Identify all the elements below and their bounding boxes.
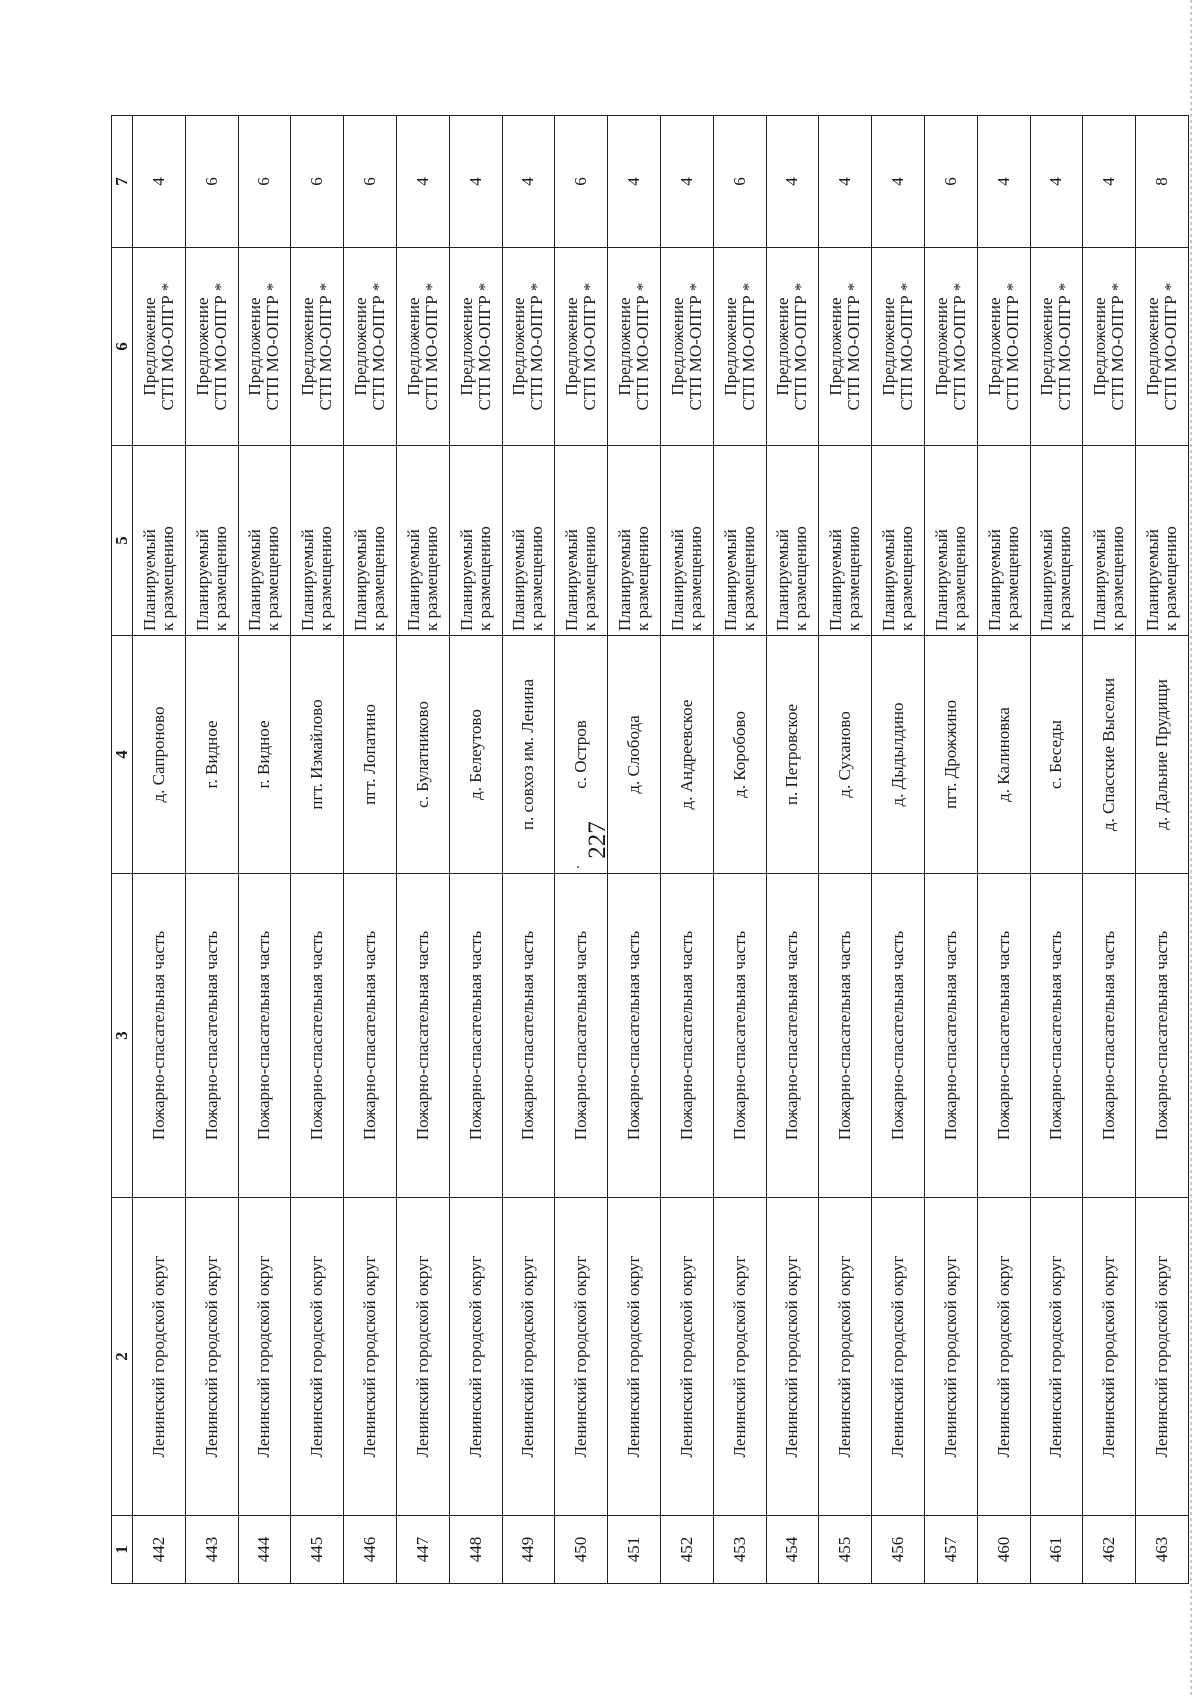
- district-cell: Ленинский городской округ: [977, 1198, 1030, 1516]
- row-number-cell: 445: [291, 1516, 344, 1584]
- count-cell: 4: [608, 116, 661, 248]
- district-cell: Ленинский городской округ: [1083, 1198, 1136, 1516]
- table-row: [449, 116, 502, 1584]
- table-row: [819, 116, 872, 1584]
- source-cell: [766, 248, 819, 446]
- table-row: [608, 116, 661, 1584]
- source-line: СТП МО-ОПГР *: [157, 282, 177, 411]
- facility-type-cell: Пожарно-спасательная часть: [1136, 874, 1189, 1198]
- source-line: Предложение: [403, 297, 423, 396]
- count-cell: 6: [185, 116, 238, 248]
- count-cell: 6: [555, 116, 608, 248]
- status-line: Планируемый: [826, 529, 846, 631]
- source-cell: [449, 248, 502, 446]
- source-line: СТП МО-ОПГР *: [421, 282, 441, 411]
- status-cell: [185, 446, 238, 636]
- count-cell: 4: [872, 116, 925, 248]
- status-line: Планируемый: [139, 529, 159, 631]
- status-cell: [608, 446, 661, 636]
- status-line: к размещению: [949, 526, 969, 631]
- status-line: к размещению: [474, 526, 494, 631]
- status-cell: [449, 446, 502, 636]
- status-line: к размещению: [844, 526, 864, 631]
- source-line: СТП МО-ОПГР *: [685, 282, 705, 411]
- table-body: [133, 116, 1189, 1584]
- status-line: Планируемый: [984, 529, 1004, 631]
- facility-type-cell: Пожарно-спасательная часть: [1030, 874, 1083, 1198]
- facility-type-cell: Пожарно-спасательная часть: [449, 874, 502, 1198]
- count-cell: 4: [766, 116, 819, 248]
- table-row: [555, 116, 608, 1584]
- source-line: Предложение: [931, 297, 951, 396]
- status-line: Планируемый: [245, 529, 265, 631]
- status-cell: [133, 446, 186, 636]
- locality-cell: д. Белеутово: [449, 636, 502, 874]
- status-line: к размещению: [1002, 526, 1022, 631]
- status-line: к размещению: [157, 526, 177, 631]
- source-line: Предложение: [773, 297, 793, 396]
- count-cell: 6: [713, 116, 766, 248]
- count-cell: 4: [977, 116, 1030, 248]
- column-header: 5: [112, 446, 133, 636]
- district-cell: Ленинский городской округ: [924, 1198, 977, 1516]
- count-cell: 4: [133, 116, 186, 248]
- status-line: Планируемый: [1037, 529, 1057, 631]
- source-cell: [1136, 248, 1189, 446]
- source-cell: [396, 248, 449, 446]
- district-cell: Ленинский городской округ: [1030, 1198, 1083, 1516]
- table-rotator: [111, 116, 1189, 1584]
- status-cell: [1030, 446, 1083, 636]
- count-cell: 6: [344, 116, 397, 248]
- source-cell: [660, 248, 713, 446]
- row-number-cell: 443: [185, 1516, 238, 1584]
- source-line: СТП МО-ОПГР *: [633, 282, 653, 411]
- source-cell: [133, 248, 186, 446]
- facility-type-cell: Пожарно-спасательная часть: [660, 874, 713, 1198]
- status-line: Планируемый: [192, 529, 212, 631]
- table-row: [291, 116, 344, 1584]
- district-cell: Ленинский городской округ: [819, 1198, 872, 1516]
- status-line: Планируемый: [351, 529, 371, 631]
- table-row: [396, 116, 449, 1584]
- count-cell: 6: [238, 116, 291, 248]
- source-cell: [608, 248, 661, 446]
- status-cell: [660, 446, 713, 636]
- source-line: СТП МО-ОПГР *: [474, 282, 494, 411]
- facility-type-cell: Пожарно-спасательная часть: [344, 874, 397, 1198]
- column-header: 6: [112, 248, 133, 446]
- locality-cell: с. Остров: [555, 636, 608, 874]
- facility-type-cell: Пожарно-спасательная часть: [819, 874, 872, 1198]
- source-cell: [502, 248, 555, 446]
- status-line: к размещению: [263, 526, 283, 631]
- source-line: СТП МО-ОПГР *: [738, 282, 758, 411]
- status-cell: [819, 446, 872, 636]
- row-number-cell: 449: [502, 1516, 555, 1584]
- source-line: Предложение: [1037, 297, 1057, 396]
- column-header: 4: [112, 636, 133, 874]
- status-line: Планируемый: [667, 529, 687, 631]
- status-line: к размещению: [580, 526, 600, 631]
- page-number: 227: [584, 821, 611, 859]
- source-line: Предложение: [562, 297, 582, 396]
- status-line: к размещению: [210, 526, 230, 631]
- locality-cell: пгт. Лопатино: [344, 636, 397, 874]
- source-line: СТП МО-ОПГР *: [263, 282, 283, 411]
- row-number-cell: 451: [608, 1516, 661, 1584]
- status-line: к размещению: [791, 526, 811, 631]
- source-cell: [555, 248, 608, 446]
- locality-cell: д. Калиновка: [977, 636, 1030, 874]
- facility-type-cell: Пожарно-спасательная часть: [1083, 874, 1136, 1198]
- locality-cell: д. Спасские Выселки: [1083, 636, 1136, 874]
- source-line: СТП МО-ОПГР *: [949, 282, 969, 411]
- facility-type-cell: Пожарно-спасательная часть: [766, 874, 819, 1198]
- source-line: СТП МО-ОПГР *: [897, 282, 917, 411]
- column-header: 1: [112, 1516, 133, 1584]
- district-cell: Ленинский городской округ: [238, 1198, 291, 1516]
- source-line: Предложение: [984, 297, 1004, 396]
- table-row: [660, 116, 713, 1584]
- status-line: к размещению: [738, 526, 758, 631]
- row-number-cell: 461: [1030, 1516, 1083, 1584]
- source-cell: [872, 248, 925, 446]
- column-header: 2: [112, 1198, 133, 1516]
- status-cell: [396, 446, 449, 636]
- status-line: Планируемый: [1143, 529, 1163, 631]
- status-line: к размещению: [421, 526, 441, 631]
- source-cell: [1030, 248, 1083, 446]
- status-line: Планируемый: [298, 529, 318, 631]
- row-number-cell: 444: [238, 1516, 291, 1584]
- row-number-cell: 457: [924, 1516, 977, 1584]
- source-line: Предложение: [298, 297, 318, 396]
- table-row: [872, 116, 925, 1584]
- source-line: СТП МО-ОПГР *: [316, 282, 336, 411]
- status-cell: [924, 446, 977, 636]
- facility-type-cell: Пожарно-спасательная часть: [238, 874, 291, 1198]
- row-number-cell: 450: [555, 1516, 608, 1584]
- facility-type-cell: Пожарно-спасательная часть: [608, 874, 661, 1198]
- district-cell: Ленинский городской округ: [766, 1198, 819, 1516]
- status-line: Планируемый: [931, 529, 951, 631]
- count-cell: 4: [396, 116, 449, 248]
- source-line: СТП МО-ОПГР *: [1055, 282, 1075, 411]
- source-line: СТП МО-ОПГР *: [369, 282, 389, 411]
- status-cell: [344, 446, 397, 636]
- source-line: Предложение: [1090, 297, 1110, 396]
- district-cell: Ленинский городской округ: [555, 1198, 608, 1516]
- source-cell: [185, 248, 238, 446]
- count-cell: 6: [924, 116, 977, 248]
- source-line: Предложение: [456, 297, 476, 396]
- table-row: [185, 116, 238, 1584]
- source-line: Предложение: [879, 297, 899, 396]
- status-cell: [977, 446, 1030, 636]
- facility-type-cell: Пожарно-спасательная часть: [396, 874, 449, 1198]
- table-row: [238, 116, 291, 1584]
- table-row: [1030, 116, 1083, 1584]
- facility-type-cell: Пожарно-спасательная часть: [713, 874, 766, 1198]
- locality-cell: г. Видное: [185, 636, 238, 874]
- source-line: Предложение: [615, 297, 635, 396]
- table-row: [344, 116, 397, 1584]
- district-cell: Ленинский городской округ: [449, 1198, 502, 1516]
- source-cell: [713, 248, 766, 446]
- status-cell: [1083, 446, 1136, 636]
- facility-type-cell: Пожарно-спасательная часть: [555, 874, 608, 1198]
- district-cell: Ленинский городской округ: [344, 1198, 397, 1516]
- count-cell: 8: [1136, 116, 1189, 248]
- source-line: Предложение: [667, 297, 687, 396]
- table-row: [924, 116, 977, 1584]
- table-row: [766, 116, 819, 1584]
- row-number-cell: 463: [1136, 1516, 1189, 1584]
- table-row: [133, 116, 186, 1584]
- locality-cell: д. Дыдылдино: [872, 636, 925, 874]
- locality-cell: п. Петровское: [766, 636, 819, 874]
- locality-cell: пгт. Дрожжино: [924, 636, 977, 874]
- row-number-cell: 454: [766, 1516, 819, 1584]
- facility-type-cell: Пожарно-спасательная часть: [291, 874, 344, 1198]
- status-line: к размещению: [1055, 526, 1075, 631]
- row-number-cell: 460: [977, 1516, 1030, 1584]
- status-line: Планируемый: [879, 529, 899, 631]
- source-cell: [1083, 248, 1136, 446]
- source-line: Предложение: [1143, 297, 1163, 396]
- locality-cell: г. Видное: [238, 636, 291, 874]
- facility-type-cell: Пожарно-спасательная часть: [872, 874, 925, 1198]
- facility-type-cell: Пожарно-спасательная часть: [502, 874, 555, 1198]
- status-line: к размещению: [1108, 526, 1128, 631]
- locality-cell: д. Слобода: [608, 636, 661, 874]
- status-cell: [502, 446, 555, 636]
- row-number-cell: 453: [713, 1516, 766, 1584]
- status-line: к размещению: [897, 526, 917, 631]
- status-cell: [291, 446, 344, 636]
- source-cell: [924, 248, 977, 446]
- source-line: Предложение: [509, 297, 529, 396]
- locality-cell: д. Суханово: [819, 636, 872, 874]
- status-line: к размещению: [1161, 526, 1181, 631]
- count-cell: 4: [660, 116, 713, 248]
- source-line: Предложение: [720, 297, 740, 396]
- table-row: [977, 116, 1030, 1584]
- table-row: [1136, 116, 1189, 1584]
- count-cell: 4: [819, 116, 872, 248]
- source-line: СТП МО-ОПГР *: [1108, 282, 1128, 411]
- table-row: [713, 116, 766, 1584]
- district-cell: Ленинский городской округ: [502, 1198, 555, 1516]
- source-line: Предложение: [826, 297, 846, 396]
- table-row: [502, 116, 555, 1584]
- scan-edge: [1190, 0, 1192, 1697]
- facilities-table: [111, 115, 1189, 1584]
- status-cell: [555, 446, 608, 636]
- district-cell: Ленинский городской округ: [608, 1198, 661, 1516]
- district-cell: Ленинский городской округ: [185, 1198, 238, 1516]
- facility-type-cell: Пожарно-спасательная часть: [924, 874, 977, 1198]
- row-number-cell: 447: [396, 1516, 449, 1584]
- district-cell: Ленинский городской округ: [1136, 1198, 1189, 1516]
- status-cell: [1136, 446, 1189, 636]
- source-cell: [977, 248, 1030, 446]
- status-line: к размещению: [527, 526, 547, 631]
- status-line: Планируемый: [562, 529, 582, 631]
- source-cell: [291, 248, 344, 446]
- facility-type-cell: Пожарно-спасательная часть: [133, 874, 186, 1198]
- facility-type-cell: Пожарно-спасательная часть: [185, 874, 238, 1198]
- locality-cell: п. совхоз им. Ленина: [502, 636, 555, 874]
- source-line: Предложение: [351, 297, 371, 396]
- source-line: Предложение: [139, 297, 159, 396]
- status-cell: [766, 446, 819, 636]
- source-line: Предложение: [245, 297, 265, 396]
- source-line: СТП МО-ОПГР *: [1161, 282, 1181, 411]
- status-line: Планируемый: [509, 529, 529, 631]
- source-line: СТП МО-ОПГР *: [580, 282, 600, 411]
- source-line: СТП МО-ОПГР *: [1002, 282, 1022, 411]
- district-cell: Ленинский городской округ: [660, 1198, 713, 1516]
- column-header: 3: [112, 874, 133, 1198]
- facility-type-cell: Пожарно-спасательная часть: [977, 874, 1030, 1198]
- status-line: к размещению: [369, 526, 389, 631]
- source-cell: [819, 248, 872, 446]
- table-header-row: [112, 116, 133, 1584]
- count-cell: 6: [291, 116, 344, 248]
- status-line: к размещению: [316, 526, 336, 631]
- status-cell: [713, 446, 766, 636]
- status-cell: [872, 446, 925, 636]
- row-number-cell: 446: [344, 1516, 397, 1584]
- column-header: 7: [112, 116, 133, 248]
- status-line: Планируемый: [456, 529, 476, 631]
- status-line: Планируемый: [773, 529, 793, 631]
- count-cell: 4: [449, 116, 502, 248]
- source-line: СТП МО-ОПГР *: [527, 282, 547, 411]
- status-line: к размещению: [685, 526, 705, 631]
- district-cell: Ленинский городской округ: [291, 1198, 344, 1516]
- status-line: Планируемый: [1090, 529, 1110, 631]
- source-line: Предложение: [192, 297, 212, 396]
- row-number-cell: 442: [133, 1516, 186, 1584]
- row-number-cell: 456: [872, 1516, 925, 1584]
- locality-cell: д. Сапроново: [133, 636, 186, 874]
- locality-cell: д. Андреевское: [660, 636, 713, 874]
- district-cell: Ленинский городской округ: [396, 1198, 449, 1516]
- count-cell: 4: [1083, 116, 1136, 248]
- district-cell: Ленинский городской округ: [133, 1198, 186, 1516]
- locality-cell: д. Дальние Прудищи: [1136, 636, 1189, 874]
- district-cell: Ленинский городской округ: [872, 1198, 925, 1516]
- source-line: СТП МО-ОПГР *: [791, 282, 811, 411]
- row-number-cell: 448: [449, 1516, 502, 1584]
- status-line: Планируемый: [403, 529, 423, 631]
- row-number-cell: 452: [660, 1516, 713, 1584]
- status-line: к размещению: [633, 526, 653, 631]
- table-row: [1083, 116, 1136, 1584]
- district-cell: Ленинский городской округ: [713, 1198, 766, 1516]
- count-cell: 4: [1030, 116, 1083, 248]
- row-number-cell: 455: [819, 1516, 872, 1584]
- locality-cell: с. Беседы: [1030, 636, 1083, 874]
- locality-cell: пгт. Измайлово: [291, 636, 344, 874]
- status-line: Планируемый: [720, 529, 740, 631]
- locality-cell: с. Булатниково: [396, 636, 449, 874]
- source-cell: [238, 248, 291, 446]
- count-cell: 4: [502, 116, 555, 248]
- status-cell: [238, 446, 291, 636]
- locality-cell: д. Коробово: [713, 636, 766, 874]
- status-line: Планируемый: [615, 529, 635, 631]
- source-line: СТП МО-ОПГР *: [844, 282, 864, 411]
- row-number-cell: 462: [1083, 1516, 1136, 1584]
- source-cell: [344, 248, 397, 446]
- rotated-table-container: [111, 116, 1189, 1584]
- source-line: СТП МО-ОПГР *: [210, 282, 230, 411]
